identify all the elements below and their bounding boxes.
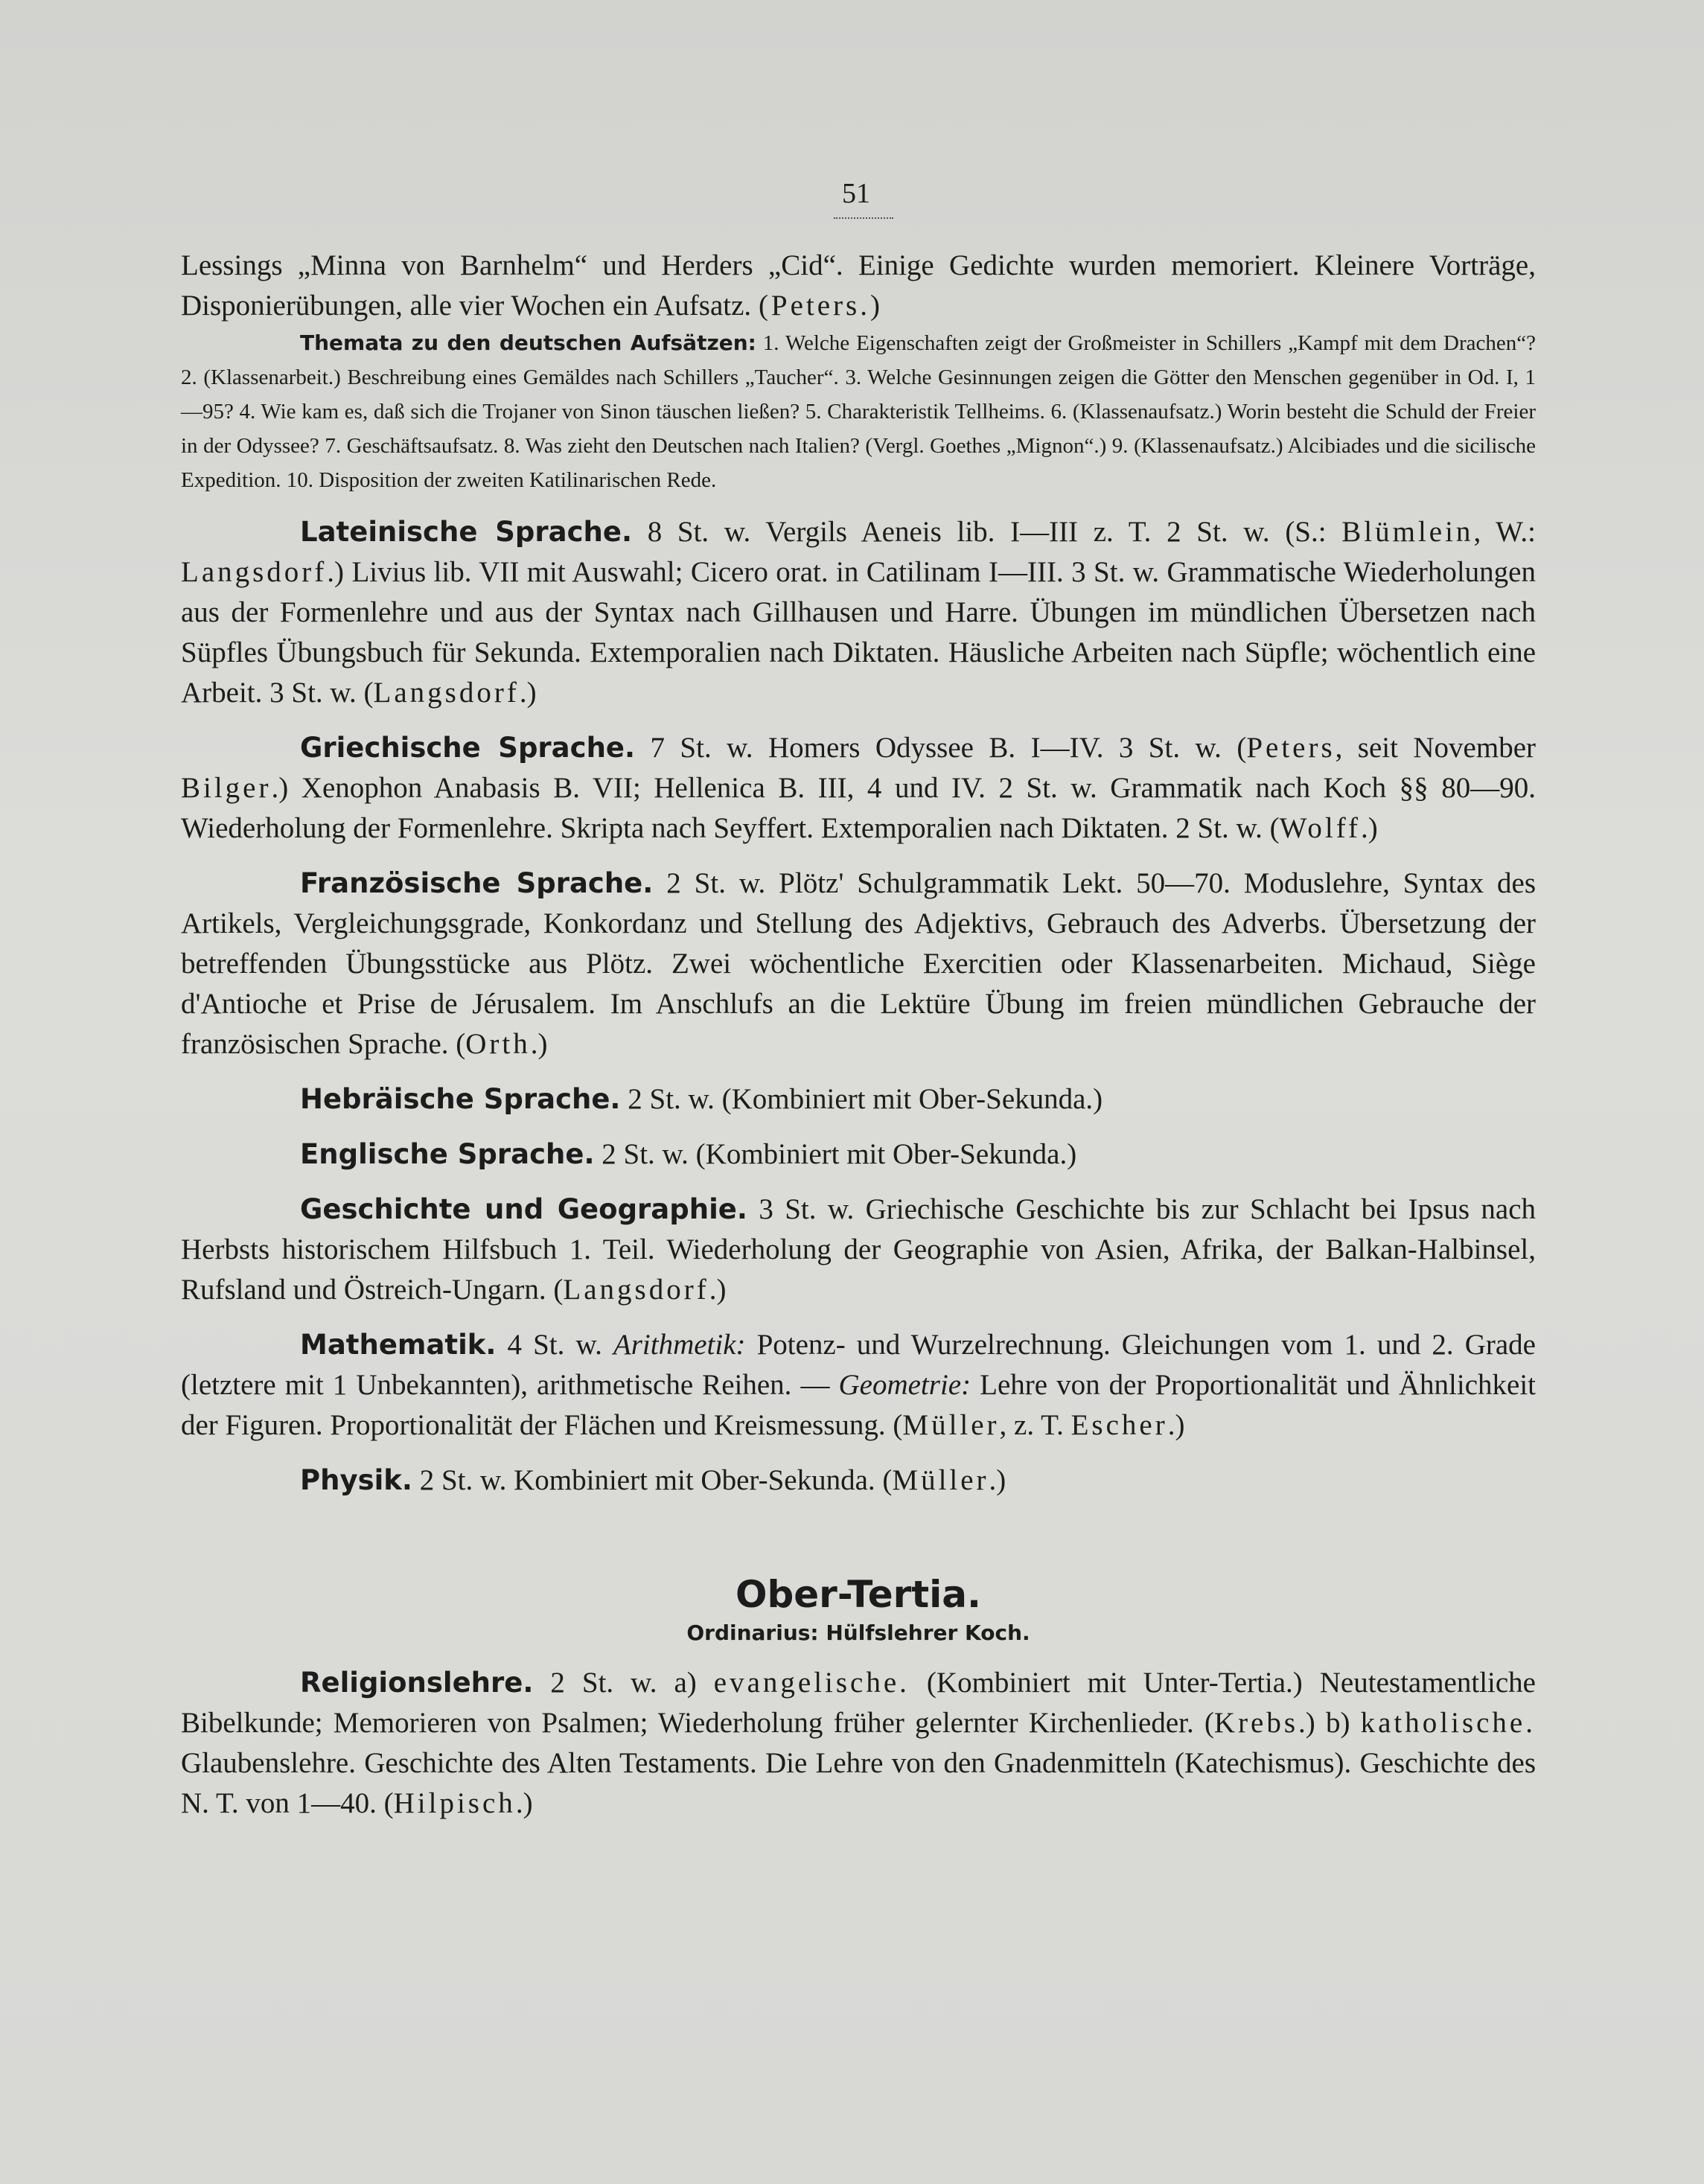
teacher-name: Krebs: [1213, 1707, 1299, 1739]
section-ordinarius: Ordinarius: Hülfslehrer Koch.: [686, 1621, 1030, 1645]
subject-title: Lateinische Sprache.: [300, 516, 633, 548]
teacher-name: Müller: [902, 1409, 1000, 1441]
subject-franzoesisch: Französische Sprache. 2 St. w. Plötz' Schulgrammatik Lekt. 50—70. Moduslehre, Syntax des Artikels, Vergleichungsgrade, Konkordanz und Stellung des Adjektivs, Gebrauch des Adverbs. Übersetzung der betreffenden Übungsstücke aus Plötz. Zwei wöchentliche Exercitien oder Klassenarbeiten. Michaud, Siège d'Antioche et Prise de Jérusalem. Im Anschlufs an die Lektüre Übung im freien mündlichen Gebrauche der französischen Sprache. (Orth.): [181, 867, 1536, 1060]
subject-griechisch: Griechische Sprache. 7 St. w. Homers Odyssee B. I—IV. 3 St. w. (Peters, seit November Bilger.) Xenophon Anabasis B. VII; Hellenica B. III, 4 und IV. 2 St. w. Grammatik nach Koch §§ 80—90. Wiederholung der Formenlehre. Skripta nach Seyffert. Extemporalien nach Diktaten. 2 St. w. (Wolff.): [181, 732, 1536, 844]
subject-title: Französische Sprache.: [300, 867, 654, 899]
teacher-name: Orth: [465, 1028, 531, 1060]
page-number-ornament: [834, 217, 893, 221]
subject-physik: Physik. 2 St. w. Kombiniert mit Ober-Sekunda. (Müller.): [300, 1464, 1006, 1496]
themata-label: Themata zu den deutschen Aufsätzen:: [300, 331, 756, 355]
subject-title: Geschichte und Geographie.: [300, 1193, 747, 1225]
teacher-name: Langsdorf: [373, 677, 520, 709]
subject-latein: Lateinische Sprache. 8 St. w. Vergils Aeneis lib. I—III z. T. 2 St. w. (S.: Blümlein, W.: Langsdorf.) Livius lib. VII mit Auswahl; Cicero orat. in Catilinam I—III. 3 St. w. Grammatische Wiederholungen aus der Formenlehre und aus der Syntax nach Gillhausen und Harre. Übungen im mündlichen Übersetzen nach Süpfles Übungsbuch für Sekunda. Extemporalien nach Diktaten. Häusliche Arbeiten nach Süpfle; wöchentlich eine Arbeit. 3 St. w. (Langsdorf.): [181, 516, 1536, 709]
subject-geschichte: Geschichte und Geographie. 3 St. w. Griechische Geschichte bis zur Schlacht bei Ipsus nach Herbsts historischem Hilfsbuch 1. Teil. Wiederholung der Geographie von Asien, Afrika, der Balkan-Halbinsel, Rufsland und Östreich-Ungarn. (Langsdorf.): [181, 1193, 1537, 1306]
subject-hebraeisch: Hebräische Sprache. 2 St. w. (Kombiniert mit Ober-Sekunda.): [300, 1083, 1103, 1115]
teacher-name: Langsdorf: [181, 556, 328, 588]
teacher-name: Langsdorf: [563, 1274, 709, 1306]
subject-englisch: Englische Sprache. 2 St. w. (Kombiniert mit Ober-Sekunda.): [300, 1138, 1077, 1170]
teacher-name: Peters: [1246, 732, 1336, 764]
subject-title: Hebräische Sprache.: [300, 1083, 621, 1115]
subject-title: Physik.: [300, 1464, 412, 1496]
page-number: 51: [842, 178, 870, 209]
section-heading: Ober-Tertia.: [735, 1573, 982, 1616]
subject-title: Griechische Sprache.: [300, 732, 636, 764]
teacher-name: Wolff: [1279, 812, 1361, 844]
teacher-name: Müller: [892, 1464, 989, 1496]
teacher-name: Bilger: [181, 772, 272, 804]
teacher-name: Hilpisch: [393, 1787, 516, 1819]
subject-mathematik: Mathematik. 4 St. w. Arithmetik: Potenz- und Wurzelrechnung. Gleichungen vom 1. und 2. Grade (letztere mit 1 Unbekannten), arithmetische Reihen. — Geometrie: Lehre von der Proportionalität und Ähnlichkeit der Figuren. Proportionalität der Flächen und Kreismessung. (Müller, z. T. Escher.): [181, 1329, 1536, 1441]
subject-title: Religionslehre.: [300, 1667, 534, 1699]
subject-religion: Religionslehre. 2 St. w. a) evangelische. (Kombiniert mit Unter-Tertia.) Neutestamentliche Bibelkunde; Memorieren von Psalmen; Wiederholung früher gelernter Kirchenlieder. (Krebs.) b) katholische. Glaubenslehre. Geschichte des Alten Testaments. Die Lehre von den Gnadenmitteln (Katechismus). Geschichte des N. T. von 1—40. (Hilpisch.): [181, 1667, 1536, 1819]
page-body: [181, 246, 1536, 1824]
teacher-name: Escher: [1070, 1409, 1168, 1441]
intro-paragraph: Lessings „Minna von Barnhelm“ und Herders „Cid“. Einige Gedichte wurden memoriert. Kleinere Vorträge, Disponierübungen, alle vier Wochen ein Aufsatz. (Peters.): [181, 249, 1536, 322]
subject-title: Mathematik.: [300, 1329, 497, 1361]
teacher-name: Blümlein: [1341, 516, 1474, 548]
themata-paragraph: Themata zu den deutschen Aufsätzen: 1. Welche Eigenschaften zeigt der Großmeister in Schillers „Kampf mit dem Drachen“? 2. (Klassenarbeit.) Beschreibung eines Gemäldes nach Schillers „Taucher“. 3. Welche Gesinnungen zeigen die Götter den Menschen gegenüber in Od. I, 1—95? 4. Wie kam es, daß sich die Trojaner von Sinon täuschen ließen? 5. Charakteristik Tellheims. 6. (Klassenaufsatz.) Worin besteht die Schuld der Freier in der Odyssee? 7. Geschäftsaufsatz. 8. Was zieht den Deutschen nach Italien? (Vergl. Goethes „Mignon“.) 9. (Klassenaufsatz.) Alcibiades und die sicilische Expedition. 10. Disposition der zweiten Katilinarischen Rede.: [181, 331, 1536, 492]
subject-title: Englische Sprache.: [300, 1138, 595, 1170]
teacher-name: (Peters.): [758, 290, 883, 322]
